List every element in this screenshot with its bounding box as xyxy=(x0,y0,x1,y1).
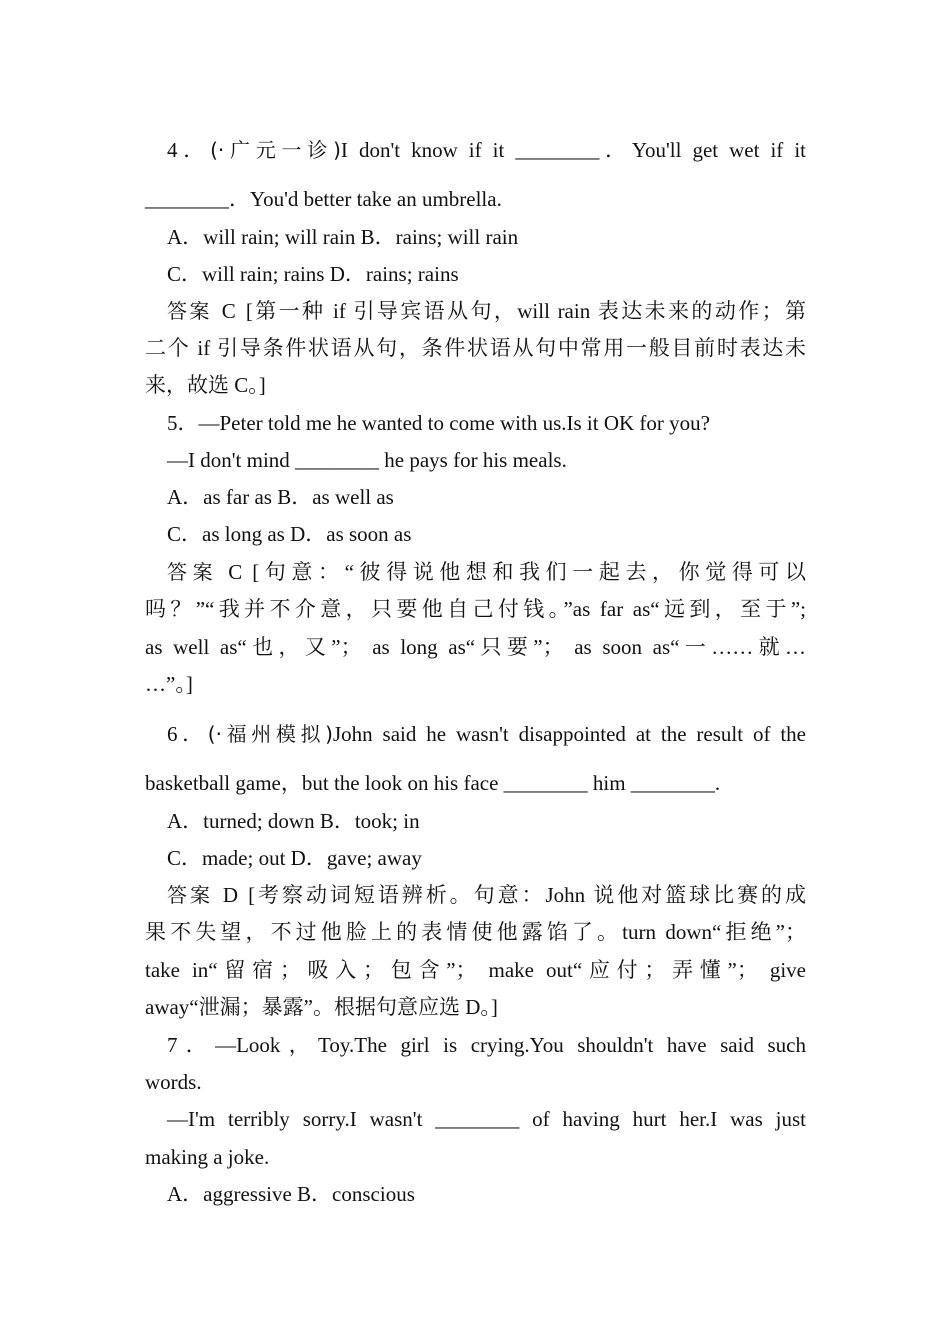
question-5-options-cd: C．as long as D．as soon as xyxy=(167,522,412,546)
number-separator: ． xyxy=(177,138,211,162)
question-4-stem-text-1: I don't know if it ________．You'll get wet if it xyxy=(340,138,806,162)
question-6-explanation-2: 果不失望，不过他脸上的表情使他露馅了。turn down“拒绝”； xyxy=(145,920,806,944)
question-5-answer-letter: C xyxy=(228,560,243,584)
question-6-explanation-3: take in“留宿；吸入；包含”； make out“应付；弄懂”； give xyxy=(145,958,806,982)
question-7-stem-line-1: 7．—Look，Toy.The girl is crying.You shouldn't have said such xyxy=(167,1033,806,1057)
question-6-number: 6 xyxy=(167,722,178,746)
question-5-answer-label: 答案 xyxy=(167,560,219,584)
question-5-answer-line-1 xyxy=(167,559,806,585)
question-4-answer-line-1 xyxy=(167,298,806,324)
question-4-explanation-3: 来，故选 C。] xyxy=(145,373,266,397)
question-6-explanation-1: [考察动词短语辨析。句意：John 说他对篮球比赛的成 xyxy=(248,883,807,907)
question-6-options-cd: C．made; out D．gave; away xyxy=(167,846,422,870)
question-7-stem-line-3: —I'm terribly sorry.I wasn't ________ of having hurt her.I was just xyxy=(167,1107,806,1131)
number-separator: ． xyxy=(177,722,208,746)
question-5-explanation-3: as well as“也，又”； as long as“只要”； as soon as“一……就… xyxy=(145,635,806,659)
question-4-source: (·广元一诊) xyxy=(210,138,341,162)
question-5-explanation-2: 吗？”“我并不介意，只要他自己付钱。”as far as“远到，至于”; xyxy=(145,597,806,621)
question-4-explanation-1: [第一种 if 引导宾语从句，will rain 表达未来的动作；第 xyxy=(245,299,807,323)
question-6-stem-text-1: John said he wasn't disappointed at the result of the xyxy=(332,722,806,746)
question-4-explanation-2: 二个 if 引导条件状语从句，条件状语从句中常用一般目前时表达未 xyxy=(145,336,806,360)
question-7-stem-line-4: making a joke. xyxy=(145,1145,270,1169)
question-4-options-ab: A．will rain; will rain B．rains; will rain xyxy=(167,225,519,249)
question-6-answer-line-1 xyxy=(167,882,806,908)
question-7-options-ab: A．aggressive B．conscious xyxy=(167,1182,415,1206)
question-5-stem-line-2: —I don't mind ________ he pays for his meals. xyxy=(167,448,567,472)
question-4-answer-label: 答案 xyxy=(167,299,212,323)
question-6-answer-letter: D xyxy=(222,883,239,907)
question-4-answer-letter: C xyxy=(221,299,236,323)
question-4-options-cd: C．will rain; rains D．rains; rains xyxy=(167,262,459,286)
question-4-stem-line-1 xyxy=(167,137,806,163)
question-4-number: 4 xyxy=(167,138,178,162)
question-5-explanation-4: …”。] xyxy=(145,672,193,696)
question-6-options-ab: A．turned; down B．took; in xyxy=(167,809,420,833)
question-5-explanation-1: [句意：“彼得说他想和我们一起去，你觉得可以 xyxy=(252,560,807,584)
question-6-stem-line-2: basketball game，but the look on his face ________ him ________. xyxy=(145,771,721,795)
question-6-answer-label: 答案 xyxy=(167,883,213,907)
question-4-stem-line-2: ________．You'd better take an umbrella. xyxy=(145,187,502,211)
question-5-options-ab: A．as far as B．as well as xyxy=(167,485,394,509)
question-6-explanation-4: away“泄漏；暴露”。根据句意应选 D。] xyxy=(145,995,498,1019)
question-6-source: (·福州模拟) xyxy=(207,722,333,746)
question-5-stem-line-1: 5．—Peter told me he wanted to come with us.Is it OK for you? xyxy=(167,411,710,435)
question-6-stem-line-1 xyxy=(167,721,806,747)
question-7-stem-line-2: words. xyxy=(145,1070,202,1094)
